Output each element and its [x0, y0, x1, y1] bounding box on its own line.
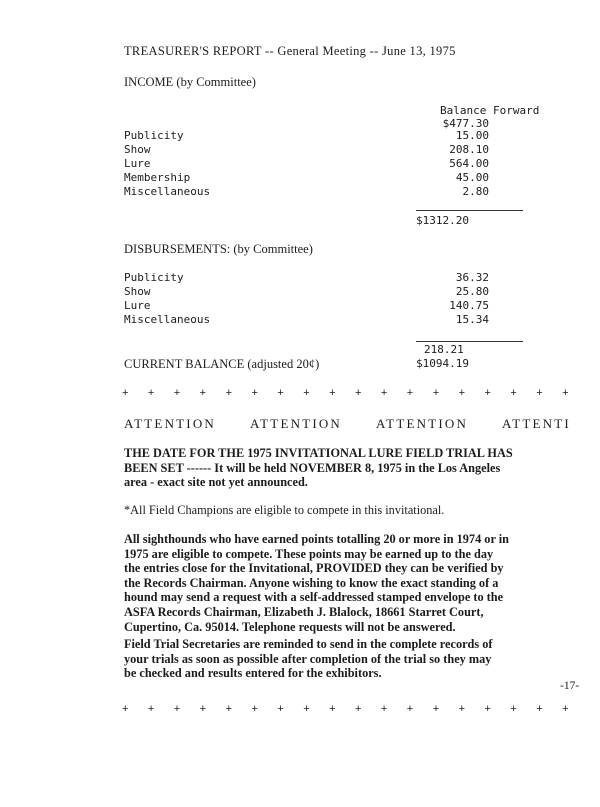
plus-separator-bottom: + + + + + + + + + + + + + + + + + + — [122, 703, 569, 715]
disbursement-value-publicity: 36.32 — [455, 271, 489, 284]
text-line: BEEN SET ------ It will be held NOVEMBER 8, 1975 in the Los Angeles — [124, 460, 501, 475]
current-balance-label: CURRENT BALANCE (adjusted 20¢) — [124, 357, 320, 371]
secretaries-reminder — [124, 637, 600, 681]
income-value-membership: 45.00 — [455, 171, 489, 184]
attention-word: ATTENTION — [124, 416, 217, 431]
disbursement-label-show: Show — [124, 285, 151, 298]
date-announcement — [124, 446, 600, 490]
income-value-publicity: 15.00 — [455, 129, 489, 142]
text-line: All sighthounds who have earned points totalling 20 or more in 1974 or in — [124, 532, 510, 546]
income-label-miscellaneous: Miscellaneous — [124, 185, 211, 198]
attention-word: ATTENTION — [376, 416, 469, 431]
text-line: the entries close for the Invitational, PROVIDED they can be verified by — [124, 561, 504, 576]
attention-word: ATTENTI — [502, 416, 571, 431]
text-line: THE DATE FOR THE 1975 INVITATIONAL LURE FIELD TRIAL HAS — [124, 446, 513, 460]
disbursement-value-lure: 140.75 — [449, 299, 489, 312]
current-balance-value: $1094.19 — [416, 357, 469, 370]
disbursement-total: 218.21 — [424, 343, 464, 356]
income-value-miscellaneous: 2.80 — [462, 185, 489, 198]
attention-banner — [124, 416, 600, 432]
disbursement-label-miscellaneous: Miscellaneous — [124, 313, 211, 326]
text-line: hound may send a request with a self-addressed stamped envelope to the — [124, 590, 504, 605]
text-line: ASFA Records Chairman, Elizabeth J. Blalock, 18661 Starret Court, — [124, 604, 484, 619]
text-line: 1975 are eligible to compete. These points may be earned up to the day — [124, 546, 494, 561]
text-line: Field Trial Secretaries are reminded to send in the complete records of — [124, 637, 493, 651]
text-line: area - exact site not yet announced. — [124, 475, 308, 490]
income-value-lure: 564.00 — [449, 157, 489, 170]
page-number: -17- — [560, 680, 580, 692]
income-total-rule — [416, 210, 523, 211]
champions-note — [124, 503, 600, 518]
income-value-show: 208.10 — [449, 143, 489, 156]
disbursement-total-rule — [416, 341, 523, 342]
income-label-membership: Membership — [124, 171, 191, 184]
text-line: be checked and results entered for the exhibitors. — [124, 666, 382, 681]
sighthound-eligibility — [124, 532, 600, 634]
report-title: TREASURER'S REPORT -- General Meeting -- June 13, 1975 — [124, 44, 456, 58]
income-label-show: Show — [124, 143, 151, 156]
balance-forward-value: $477.30 — [442, 117, 489, 130]
disbursement-value-show: 25.80 — [455, 285, 489, 298]
disbursement-label-publicity: Publicity — [124, 271, 184, 284]
text-line: Cupertino, Ca. 95014. Telephone requests will not be answered. — [124, 619, 456, 634]
text-line: *All Field Champions are eligible to compete in this invitational. — [124, 503, 445, 517]
disbursement-value-miscellaneous: 15.34 — [455, 313, 489, 326]
plus-separator-top: + + + + + + + + + + + + + + + + + + — [122, 387, 569, 399]
income-label-publicity: Publicity — [124, 129, 184, 142]
disbursement-label-lure: Lure — [124, 299, 151, 312]
text-line: your trials as soon as possible after completion of the trial so they may — [124, 651, 492, 666]
attention-word: ATTENTION — [250, 416, 343, 431]
text-line: the Records Chairman. Anyone wishing to know the exact standing of a — [124, 575, 499, 590]
income-label-lure: Lure — [124, 157, 151, 170]
disbursements-heading: DISBURSEMENTS: (by Committee) — [124, 242, 313, 256]
balance-forward-label: Balance Forward — [440, 104, 540, 117]
income-heading: INCOME (by Committee) — [124, 75, 256, 89]
income-total: $1312.20 — [416, 214, 469, 227]
